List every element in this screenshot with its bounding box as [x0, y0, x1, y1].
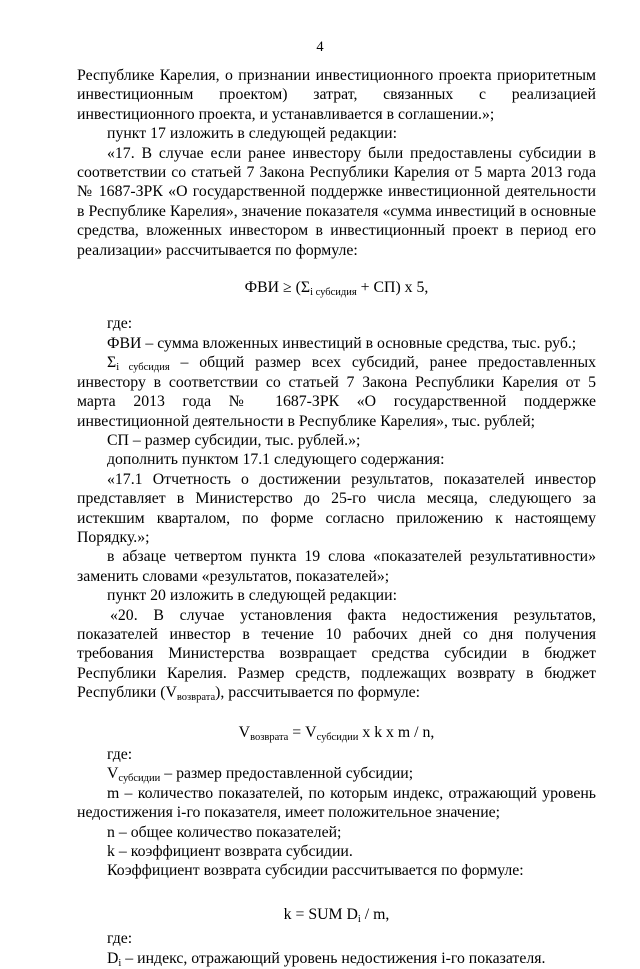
formula-vreturn-sub2: субсидии	[316, 731, 359, 743]
formula-fvi	[77, 278, 596, 297]
where-label: где:	[107, 746, 133, 763]
document-body	[77, 66, 596, 968]
formula-k-lhs: k = SUM D	[283, 905, 358, 923]
where-label: где:	[107, 315, 133, 333]
formula-vreturn	[77, 723, 596, 742]
page-number: 4	[316, 39, 324, 55]
formula-vreturn-v1: V	[238, 723, 251, 741]
definition-di-symbol: D	[107, 949, 119, 967]
paragraph-p20-tail: ), рассчитывается по формуле:	[215, 684, 421, 702]
paragraph-p19: в абзаце четвертом пункта 19 слова «показателей результативности» заменить словами «результатов, показателей»;	[77, 548, 596, 585]
paragraph-p17-intro: пункт 17 изложить в следующей редакции:	[107, 125, 397, 143]
definition-k: k – коэффициент возврата субсидии.	[107, 843, 353, 861]
definition-vsub-subscript: субсидии	[118, 773, 161, 785]
definition-fvi: ФВИ – сумма вложенных инвестиций в основные средства, тыс. руб.;	[107, 334, 577, 352]
paragraph-p20-body	[77, 606, 596, 703]
where-label: где:	[107, 930, 133, 948]
formula-fvi-lhs: ФВИ ≥ (Σ	[244, 279, 311, 297]
definition-sigma-text: – общий размер всех субсидий, ранее предоставленных инвестору в соответствии со статьей 7 Закона Республики Карелия от 5 марта 2013 года № 1687-ЗРК «О государственной поддержке инвестиционной деятельности в Республике Карелия», тыс. рублей;	[77, 354, 596, 430]
formula-vreturn-sub1: возврата	[250, 731, 289, 743]
formula-vreturn-mid: = V	[288, 723, 317, 741]
definition-sigma-symbol: Σ	[107, 354, 117, 372]
formula-fvi-rhs: + СП) x 5,	[356, 279, 429, 297]
definition-n: n – общее количество показателей;	[107, 823, 342, 841]
paragraph-p17-body: «17. В случае если ранее инвестору были предоставлены субсидии в соответствии со статьей 7 Закона Республики Карелия от 5 марта 2013 года № 1687-ЗРК «О государственной поддержке инвестиционной деятельности в Республике Карелия», значение показателя «сумма инвестиций в основные средства, вложенных инвестором в инвестиционный проект в период его реализации» рассчитывается по формуле:	[77, 144, 596, 259]
formula-k-rhs: / m,	[360, 905, 390, 923]
paragraph-p20-text: «20. В случае установления факта недостижения результатов, показателей инвестор в течение 10 рабочих дней со дня получения требования Министерства возвращает средства субсидии в бюджет Республики Карелия. Размер средств, подлежащих возврату в бюджет Республики (V	[77, 606, 596, 702]
definition-m: m – количество показателей, по которым индекс, отражающий уровень недостижения i-го показателя, имеет положительное значение;	[77, 784, 596, 822]
formula-vreturn-rhs: x k x m / n,	[358, 723, 435, 741]
definition-vsub-text: – размер предоставленной субсидии;	[160, 765, 414, 783]
definition-vsub-symbol: V	[107, 765, 119, 783]
definition-sigma-subscript: i субсидия	[116, 362, 170, 374]
paragraph-171-body: «17.1 Отчетность о достижении результатов, показателей инвестор представляет в Министерство до 25-го числа месяца, следующего за истекшим кварталом, по форме согласно приложению к настоящему Порядку.»;	[77, 470, 596, 546]
paragraph-add-171: дополнить пунктом 17.1 следующего содержания:	[107, 451, 445, 469]
definition-vsub	[77, 764, 596, 783]
definition-sigma	[77, 353, 596, 431]
formula-k-subscript: i	[357, 913, 361, 925]
definition-di-text: – индекс, отражающий уровень недостижения i-го показателя.	[121, 949, 546, 967]
definition-di	[77, 949, 596, 968]
formula-fvi-subscript: i субсидия	[310, 287, 357, 299]
formula-k	[77, 905, 596, 924]
paragraph-p20-subscript: возврата	[176, 692, 216, 704]
paragraph-continuation: Республике Карелия, о признании инвестиционного проекта приоритетным инвестиционным проектом) затрат, связанных с реализацией инвестиционного проекта, и устанавливается в соглашении.»;	[77, 67, 596, 123]
definition-sp: СП – размер субсидии, тыс. рублей.»;	[107, 431, 361, 449]
definition-di-subscript: i	[118, 957, 122, 969]
paragraph-p20-intro: пункт 20 изложить в следующей редакции:	[107, 587, 397, 605]
paragraph-coefficient: Коэффициент возврата субсидии рассчитывается по формуле:	[107, 862, 524, 880]
